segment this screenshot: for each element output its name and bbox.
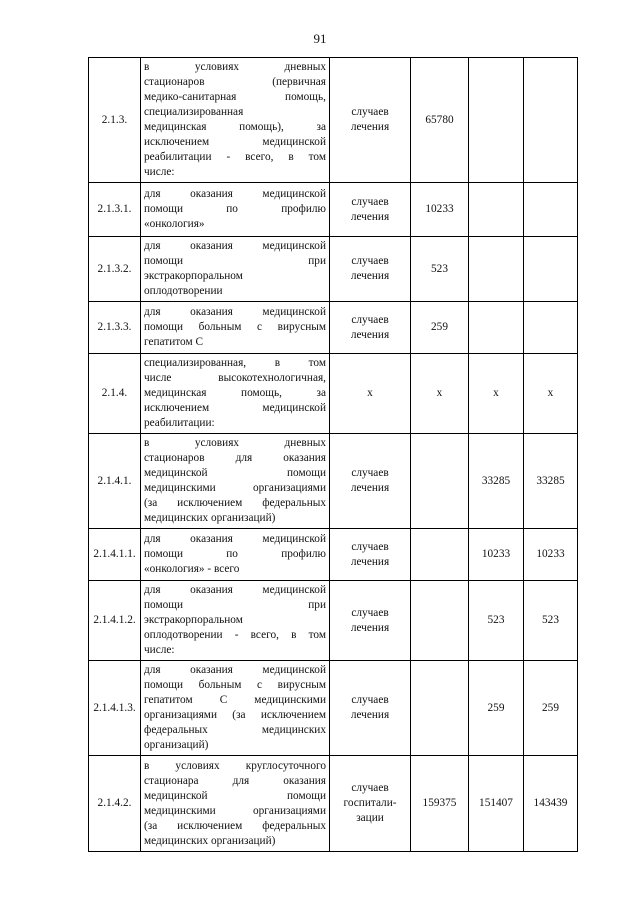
description-line: медицинской помощи [144, 789, 326, 802]
description-line: для оказания медицинской [144, 584, 326, 596]
row-number: 2.1.4. [89, 354, 141, 434]
row-value-v1: 10233 [411, 183, 469, 237]
description-line: помощи больным с вирусным [144, 321, 326, 333]
row-unit: случаев лечения [330, 661, 411, 756]
table-row [89, 237, 578, 302]
table-row [89, 661, 578, 756]
description-line: стационаров для оказания [144, 452, 326, 464]
description-line: в условиях круглосуточного [144, 759, 326, 772]
row-number: 2.1.4.1.3. [89, 661, 141, 756]
row-value-v3: 259 [524, 661, 578, 756]
row-number: 2.1.3.2. [89, 237, 141, 302]
row-value-v3: 10233 [524, 529, 578, 581]
row-description [141, 58, 330, 183]
row-unit: случаев лечения [330, 237, 411, 302]
row-value-v3 [524, 58, 578, 183]
row-value-v2 [469, 183, 524, 237]
row-number: 2.1.3.3. [89, 302, 141, 354]
description-line: медико-санитарная помощь, [144, 91, 326, 103]
row-description [141, 237, 330, 302]
row-description [141, 529, 330, 581]
row-description [141, 434, 330, 529]
row-value-v3 [524, 302, 578, 354]
description-line: медицинских организаций) [144, 512, 276, 524]
row-value-v2: 151407 [469, 756, 524, 852]
description-line: «онкология» - всего [144, 563, 240, 575]
description-line: числе: [144, 166, 175, 178]
row-number: 2.1.3. [89, 58, 141, 183]
description-line: медицинскими организациями [144, 804, 326, 817]
row-value-v2: х [469, 354, 524, 434]
description-line: для оказания медицинской [144, 240, 326, 252]
table-row [89, 354, 578, 434]
description-line: помощи при [144, 255, 326, 267]
description-line: помощи по профилю [144, 548, 326, 560]
description-line: оплодотворении [144, 285, 223, 297]
description-line: помощи при [144, 599, 326, 611]
table-row [89, 58, 578, 183]
table-row [89, 529, 578, 581]
row-value-v1: х [411, 354, 469, 434]
indicator-table [88, 57, 578, 852]
row-value-v1: 159375 [411, 756, 469, 852]
table-row [89, 581, 578, 661]
description-line: специализированная [144, 106, 244, 118]
description-line: медицинской помощи [144, 467, 326, 479]
description-line: оплодотворении - всего, в том [144, 629, 326, 641]
description-line: (за исключением федеральных [144, 819, 326, 832]
description-line: для оказания медицинской [144, 664, 326, 676]
description-line: организациями (за исключением [144, 709, 326, 721]
row-value-v3: 143439 [524, 756, 578, 852]
description-line: медицинскими организациями [144, 482, 326, 494]
row-value-v1: 65780 [411, 58, 469, 183]
row-value-v3: 523 [524, 581, 578, 661]
row-description [141, 581, 330, 661]
row-value-v1 [411, 581, 469, 661]
description-line: гепатитом С медицинскими [144, 694, 326, 706]
description-line: экстракорпоральном [144, 270, 243, 282]
description-line: стационаров (первичная [144, 76, 326, 88]
description-line: (за исключением федеральных [144, 497, 326, 509]
description-line: для оказания медицинской [144, 306, 326, 318]
row-value-v2 [469, 58, 524, 183]
description-line: реабилитации - всего, в том [144, 151, 326, 163]
description-line: медицинская помощь, за [144, 387, 326, 399]
table-row [89, 302, 578, 354]
row-unit: случаев лечения [330, 58, 411, 183]
description-line: «онкология» [144, 218, 205, 230]
row-unit: случаев лечения [330, 581, 411, 661]
description-line: помощи по профилю [144, 203, 326, 215]
row-value-v2: 259 [469, 661, 524, 756]
description-line: числе: [144, 644, 175, 656]
description-line: стационара для оказания [144, 774, 326, 787]
row-number: 2.1.4.1.1. [89, 529, 141, 581]
row-value-v2 [469, 237, 524, 302]
description-line: для оказания медицинской [144, 188, 326, 200]
row-unit: случаев госпитали-зации [330, 756, 411, 852]
table-row [89, 434, 578, 529]
row-description [141, 756, 330, 852]
description-line: исключением медицинской [144, 136, 326, 148]
row-value-v2: 523 [469, 581, 524, 661]
row-value-v2: 33285 [469, 434, 524, 529]
description-line: в условиях дневных [144, 61, 326, 73]
description-line: гепатитом С [144, 336, 203, 348]
description-line: числе высокотехнологичная, [144, 372, 326, 384]
row-value-v3: х [524, 354, 578, 434]
row-value-v2 [469, 302, 524, 354]
row-number: 2.1.4.2. [89, 756, 141, 852]
page-number: 91 [313, 31, 327, 46]
table-row [89, 183, 578, 237]
description-line: специализированная, в том [144, 357, 326, 369]
row-number: 2.1.3.1. [89, 183, 141, 237]
row-value-v1 [411, 529, 469, 581]
description-line: экстракорпоральном [144, 614, 243, 626]
row-value-v1: 259 [411, 302, 469, 354]
row-description [141, 302, 330, 354]
description-line: исключением медицинской [144, 402, 326, 414]
row-description [141, 183, 330, 237]
row-value-v3 [524, 237, 578, 302]
row-value-v1 [411, 661, 469, 756]
row-value-v1: 523 [411, 237, 469, 302]
row-unit: случаев лечения [330, 183, 411, 237]
description-line: организаций) [144, 739, 209, 751]
row-number: 2.1.4.1.2. [89, 581, 141, 661]
table-body [89, 58, 578, 852]
row-value-v3: 33285 [524, 434, 578, 529]
description-line: федеральных медицинских [144, 724, 326, 736]
row-number: 2.1.4.1. [89, 434, 141, 529]
row-unit: х [330, 354, 411, 434]
description-line: помощи больным с вирусным [144, 679, 326, 691]
row-value-v1 [411, 434, 469, 529]
row-unit: случаев лечения [330, 302, 411, 354]
row-unit: случаев лечения [330, 529, 411, 581]
row-description [141, 661, 330, 756]
description-line: медицинская помощь), за [144, 121, 326, 133]
table-row [89, 756, 578, 852]
row-unit: случаев лечения [330, 434, 411, 529]
description-line: реабилитации: [144, 417, 215, 429]
description-line: в условиях дневных [144, 437, 326, 449]
row-value-v3 [524, 183, 578, 237]
description-line: для оказания медицинской [144, 533, 326, 545]
description-line: медицинских организаций) [144, 834, 276, 847]
row-description [141, 354, 330, 434]
row-value-v2: 10233 [469, 529, 524, 581]
